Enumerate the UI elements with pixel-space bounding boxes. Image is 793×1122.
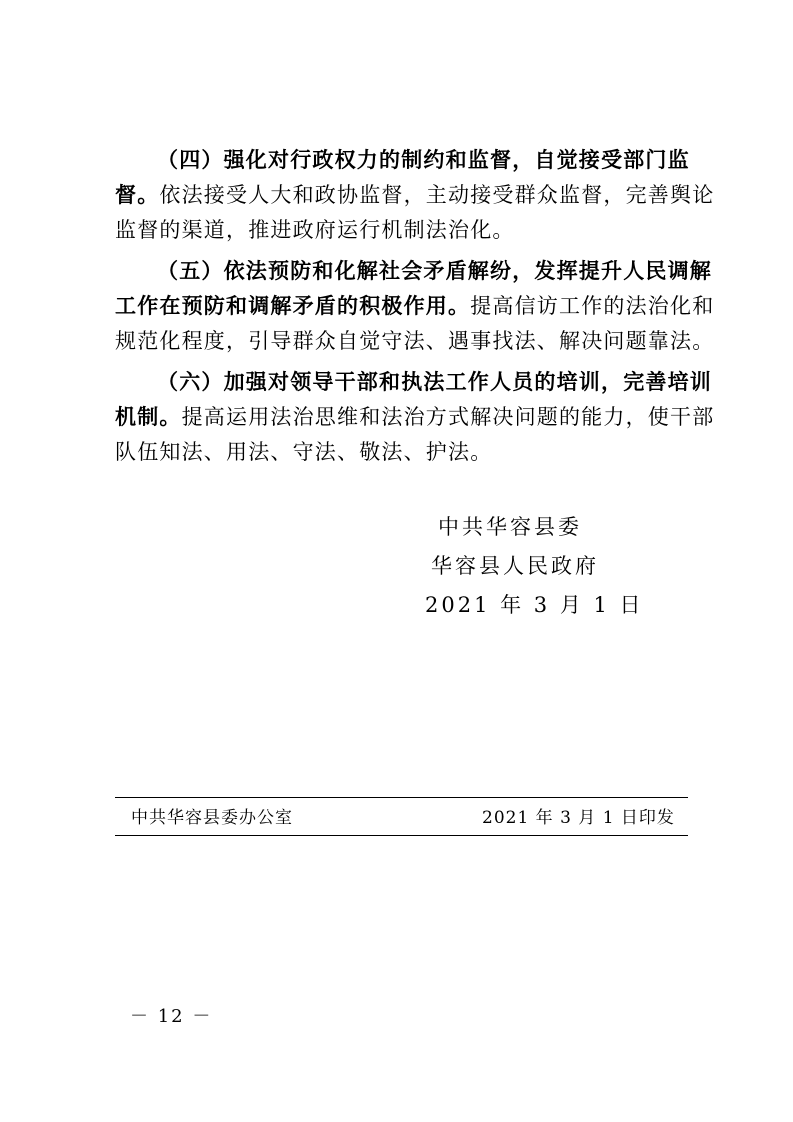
paragraph-6-line-2 — [115, 402, 715, 432]
signature-org-1: 中共华容县委 — [438, 515, 582, 539]
paragraph-4-body-end: 监督的渠道，推进政府运行机制法治化。 — [115, 218, 515, 242]
paragraph-4-line-2 — [115, 180, 715, 210]
paragraph-5-line-2 — [115, 291, 715, 321]
paragraph-4-body: 依法接受人大和政协监督，主动接受群众监督，完善舆论 — [159, 183, 715, 207]
footer-top-rule — [115, 797, 688, 798]
paragraph-6-heading: （六）加强对领导干部和执法工作人员的培训，完善培训 — [157, 370, 712, 394]
paragraph-5-body-end: 规范化程度，引导群众自觉守法、遇事找法、解决问题靠法。 — [115, 329, 715, 353]
footer-issuer: 中共华容县委办公室 — [131, 808, 293, 828]
paragraph-6-body-end: 队伍知法、用法、守法、敬法、护法。 — [115, 440, 493, 464]
paragraph-5-body: 提高信访工作的法治化和 — [470, 294, 715, 318]
paragraph-6-body: 提高运用法治思维和法治方式解决问题的能力，使干部 — [181, 405, 715, 429]
paragraph-6-heading-end: 机制。 — [115, 405, 182, 429]
footer-issue-date: 2021 年 3 月 1 日印发 — [482, 808, 675, 828]
signature-org-2: 华容县人民政府 — [431, 554, 599, 578]
paragraph-4-line-3 — [115, 215, 685, 245]
paragraph-6-line-1 — [115, 367, 712, 397]
paragraph-5-line-3 — [115, 326, 715, 356]
signature-date: 2021 年 3 月 1 日 — [425, 593, 644, 617]
paragraph-4-heading-end: 督。 — [115, 183, 160, 207]
paragraph-5-heading-end: 工作在预防和调解矛盾的积极作用。 — [115, 294, 471, 318]
paragraph-5-line-1 — [115, 256, 712, 286]
paragraph-4-heading: （四）强化对行政权力的制约和监督，自觉接受部门监 — [157, 148, 690, 172]
page-number: － 12 － — [130, 1006, 213, 1027]
paragraph-4-line-1 — [115, 145, 690, 175]
paragraph-6-line-3 — [115, 437, 685, 467]
footer-bottom-rule — [115, 835, 688, 836]
paragraph-5-heading: （五）依法预防和化解社会矛盾解纷，发挥提升人民调解 — [157, 259, 712, 283]
